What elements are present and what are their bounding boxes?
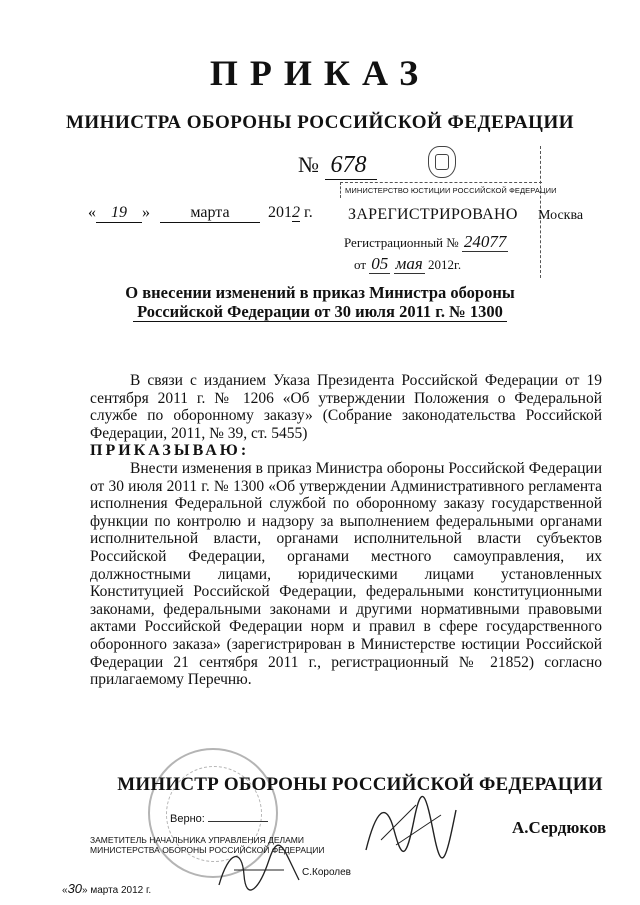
- stamp-date-month: мая: [395, 254, 423, 273]
- order-word: ПРИКАЗЫВАЮ:: [90, 442, 250, 460]
- order-body: [90, 372, 602, 689]
- heading-line-1: О внесении изменений в приказ Министра обороны: [125, 283, 515, 302]
- registration-stamp: [340, 146, 584, 278]
- cert-day: 30: [67, 881, 83, 896]
- order-text: Внести изменения в приказ Министра обороны Российской Федерации от 30 июля 2011 г. № 1300 «Об утверждении Административного регламента исполнения Федеральной службой по оборонному заказу государственной функции по контролю и надзору за выполнением федеральными органами исполнительной власти, органами исполнительной власти субъектов Российской Федерации, органами местного самоуправления, их должностными лицами, юридическими лицами установленных Конституцией Российской Федерации, федеральными конституционными законами, федеральными законами и другими нормативными правовыми актами Российской Федерации норм и правил в сфере государственного оборонного заказа» (зарегистрирован в Министерстве юстиции Российской Федерации 21 сентября 2011 г., регистрационный № 21852) согласно прилагаемому Перечню.: [90, 459, 602, 689]
- order-number-value: 678: [325, 152, 377, 180]
- order-date: « 19 » марта 2012 г.: [88, 204, 313, 221]
- order-heading: [0, 283, 640, 321]
- stamp-ministry: МИНИСТЕРСТВО ЮСТИЦИИ РОССИЙСКОЙ ФЕДЕРАЦИИ: [340, 182, 542, 198]
- stamp-registered: ЗАРЕГИСТРИРОВАНО: [348, 206, 518, 223]
- date-day: 19: [96, 204, 142, 223]
- certification-date: «30» марта 2012 г.: [62, 881, 152, 896]
- minister-name: А.Сердюков: [512, 818, 607, 837]
- stamp-city: Москва: [538, 208, 584, 223]
- certified-label: Верно:: [170, 813, 268, 825]
- minister-signature: [356, 790, 466, 865]
- date-year-suffix: 2: [292, 204, 300, 221]
- date-year-prefix: 201: [268, 204, 292, 221]
- stamp-reg-date: [354, 254, 461, 274]
- stamp-date-year: 2012г.: [428, 257, 462, 272]
- heading-line-2: Российской Федерации от 30 июля 2011 г. № 1300: [133, 302, 507, 322]
- date-month: марта: [160, 204, 260, 223]
- number-prefix: №: [298, 152, 319, 177]
- stamp-date-day: 05: [371, 254, 389, 273]
- deputy-signature: [214, 840, 304, 895]
- document-subtitle: МИНИСТРА ОБОРОНЫ РОССИЙСКОЙ ФЕДЕРАЦИИ: [65, 112, 575, 133]
- stamp-number-label: Регистрационный №: [344, 235, 459, 250]
- cert-date-rest: марта 2012 г.: [90, 885, 152, 896]
- date-year-unit: г.: [304, 204, 313, 221]
- deputy-line-2: МИНИСТЕРСТВА ОБОРОНЫ РОССИЙСКОЙ ФЕДЕРАЦИИ: [90, 845, 325, 855]
- minister-title: МИНИСТР ОБОРОНЫ РОССИЙСКОЙ ФЕДЕРАЦИИ: [117, 774, 603, 795]
- stamp-date-prefix: от: [354, 257, 367, 272]
- deputy-name: С.Королев: [302, 867, 351, 878]
- stamp-reg-number: [344, 232, 508, 252]
- deputy-line-1: ЗАМЕТИТЕЛЬ НАЧАЛЬНИКА УПРАВЛЕНИЯ ДЕЛАМИ: [90, 835, 304, 845]
- stamp-number-value: 24077: [463, 232, 507, 251]
- coat-of-arms-icon: [428, 146, 456, 178]
- preamble: В связи с изданием Указа Президента Российской Федерации от 19 сентября 2011 г. № 1206 «Об утверждении Положения о Федеральной службе по оборонному заказу» (Собрание законодательства Российской Федерации, 2011, № 39, ст. 5455): [90, 372, 602, 442]
- document-title: ПРИКАЗ: [209, 53, 431, 93]
